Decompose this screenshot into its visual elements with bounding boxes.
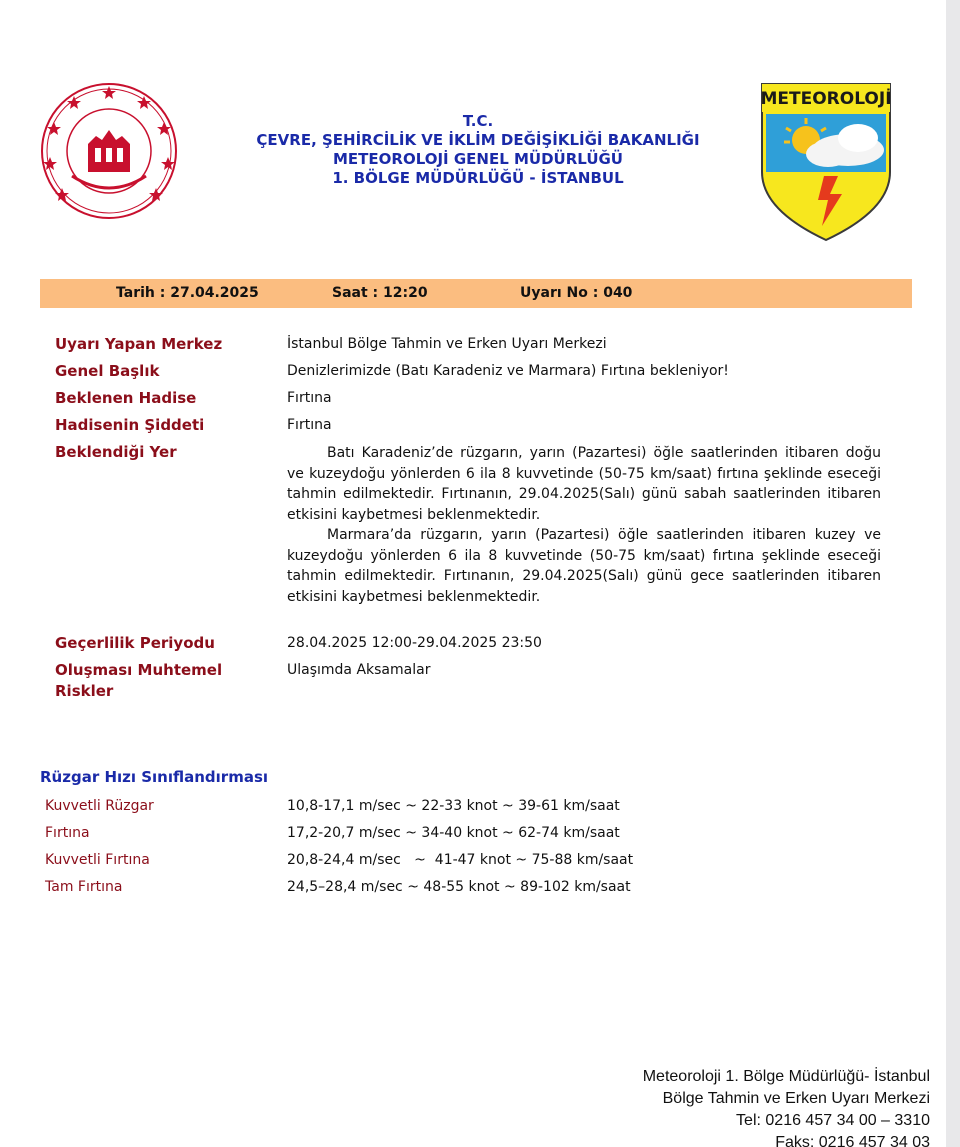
header-line-directorate: METEOROLOJİ GENEL MÜDÜRLÜĞÜ	[333, 150, 623, 168]
svg-text:METEOROLOJİ: METEOROLOJİ	[760, 89, 892, 109]
place-label: Beklendiği Yer	[55, 443, 177, 461]
title-label: Genel Başlık	[55, 362, 160, 380]
wind-row-value: 24,5–28,4 m/sec ~ 48-55 knot ~ 89-102 km/saat	[287, 879, 631, 895]
warning-number: Uyarı No : 040	[520, 285, 633, 301]
place-paragraph-2: Marmara’da rüzgarın, yarın (Pazartesi) öğle saatlerinden itibaren kuzey ve kuzeydoğu yönlerden 6 ila 8 kuvvetinde (50-75 km/saat) fırtına şeklinde eseceği tahmin edilmektedir. Fırtınanın, 29.04.2025(Salı) günü gece saatlerinden itibaren etkisini kaybetmesi beklenmektedir.	[287, 527, 881, 605]
footer-fax: Faks: 0216 457 34 03	[775, 1134, 930, 1147]
document-header	[228, 112, 728, 188]
place-paragraph-1: Batı Karadeniz’de rüzgarın, yarın (Pazartesi) öğle saatlerinden itibaren doğu ve kuzeydoğu yönlerden 6 ila 8 kuvvetinde (50-75 km/saat) fırtına şeklinde eseceği tahmin edilmektedir. Fırtınanın, 29.04.2025(Salı) günü sabah saatlerinden itibaren etkisini kaybetmesi beklenmektedir.	[287, 445, 881, 523]
header-line-tc: T.C.	[462, 112, 494, 130]
center-label: Uyarı Yapan Merkez	[55, 335, 223, 353]
wind-row-value: 10,8-17,1 m/sec ~ 22-33 knot ~ 39-61 km/saat	[287, 798, 620, 814]
title-value: Denizlerimizde (Batı Karadeniz ve Marmara) Fırtına bekleniyor!	[287, 363, 729, 379]
severity-value: Fırtına	[287, 417, 332, 433]
page-edge-strip	[946, 0, 960, 1147]
footer-office: Meteoroloji 1. Bölge Müdürlüğü- İstanbul	[642, 1068, 930, 1085]
wind-row-name: Fırtına	[45, 825, 90, 841]
wind-row-value: 20,8-24,4 m/sec ~ 41-47 knot ~ 75-88 km/saat	[287, 852, 634, 868]
validity-label: Geçerlilik Periyodu	[55, 634, 215, 652]
event-label: Beklenen Hadise	[55, 389, 197, 407]
event-value: Fırtına	[287, 390, 332, 406]
meteoroloji-logo	[756, 80, 896, 244]
warning-time: Saat : 12:20	[332, 285, 428, 301]
risk-label-line1: Oluşması Muhtemel	[55, 661, 223, 679]
warning-date: Tarih : 27.04.2025	[116, 285, 259, 301]
ministry-seal-logo	[40, 82, 178, 220]
contact-footer	[643, 1066, 930, 1147]
risk-label-line2: Riskler	[55, 682, 114, 700]
severity-label: Hadisenin Şiddeti	[55, 416, 205, 434]
header-line-region: 1. BÖLGE MÜDÜRLÜĞÜ - İSTANBUL	[332, 169, 624, 187]
wind-row-name: Kuvvetli Fırtına	[45, 852, 150, 868]
header-line-ministry: ÇEVRE, ŞEHİRCİLİK VE İKLİM DEĞİŞİKLİĞİ BAKANLIĞI	[256, 131, 700, 149]
center-value: İstanbul Bölge Tahmin ve Erken Uyarı Merkezi	[287, 336, 607, 352]
wind-row-name: Tam Fırtına	[45, 879, 123, 895]
wind-row-value: 17,2-20,7 m/sec ~ 34-40 knot ~ 62-74 km/saat	[287, 825, 620, 841]
risk-value: Ulaşımda Aksamalar	[287, 662, 431, 678]
wind-classification-title: Rüzgar Hızı Sınıflandırması	[40, 768, 269, 786]
validity-value: 28.04.2025 12:00-29.04.2025 23:50	[287, 635, 542, 651]
warning-info-bar	[40, 279, 912, 308]
wind-row-name: Kuvvetli Rüzgar	[45, 798, 154, 814]
footer-phone: Tel: 0216 457 34 00 – 3310	[736, 1112, 930, 1129]
footer-center: Bölge Tahmin ve Erken Uyarı Merkezi	[662, 1090, 930, 1107]
